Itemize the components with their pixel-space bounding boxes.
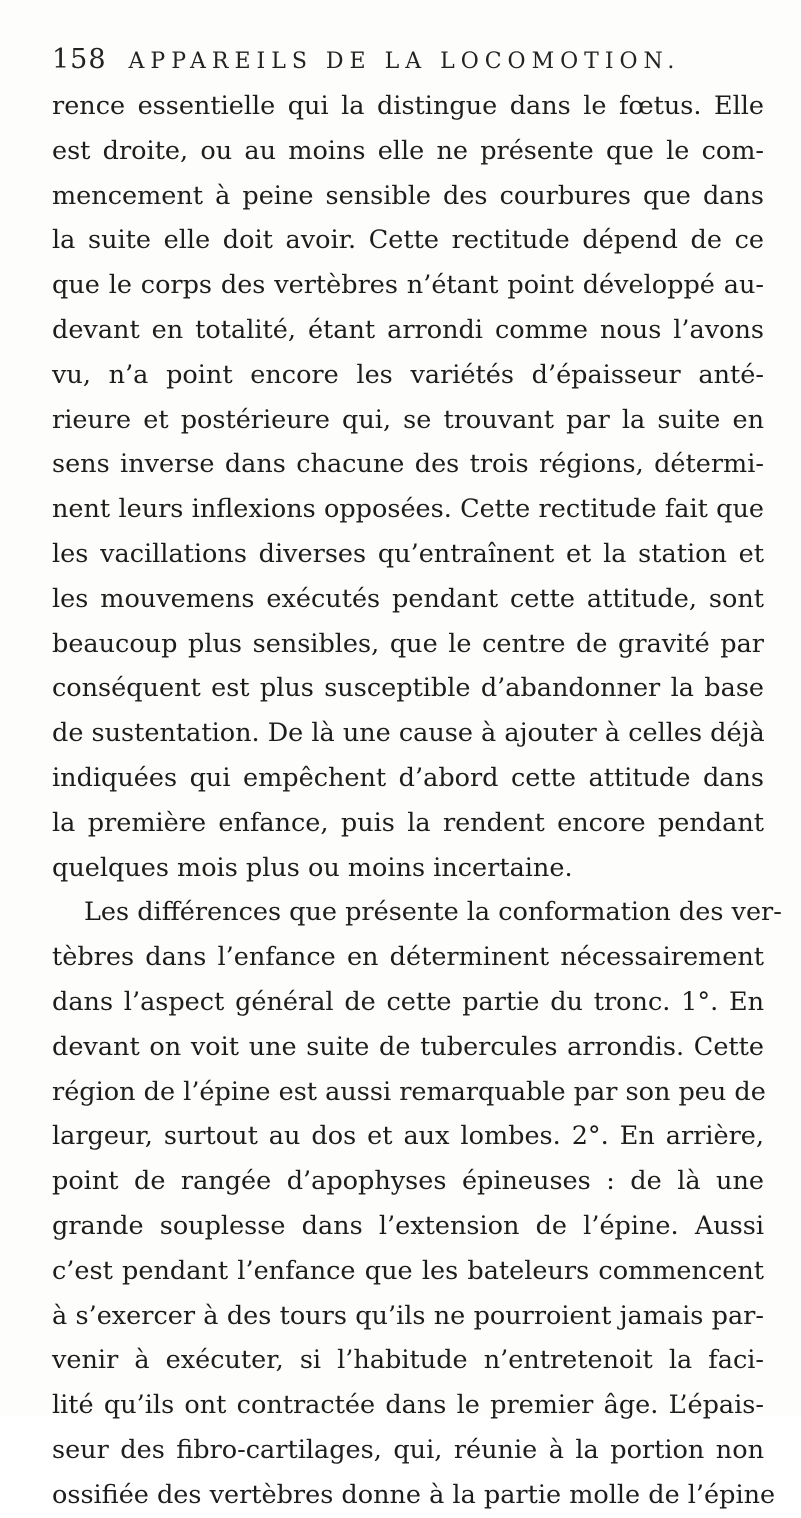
text-line: rence essentielle qui la distingue dans le fœtus. Elle: [52, 91, 764, 121]
text-line: nent leurs inflexions opposées. Cette rectitude fait que: [52, 494, 764, 525]
text-line: vu, n’a point encore les variétés d’épaisseur anté-: [52, 359, 764, 390]
page-number: 158: [52, 44, 107, 75]
text-line: grande souplesse dans l’extension de l’épine. Aussi: [52, 1210, 764, 1241]
body-text: [52, 84, 782, 1518]
text-line: seur des fibro-cartilages, qui, réunie à la portion non: [52, 1434, 764, 1465]
text-line: mencement à peine sensible des courbures que dans: [52, 180, 764, 211]
text-line: conséquent est plus susceptible d’abandonner la base: [52, 673, 764, 704]
text-line: largeur, surtout au dos et aux lombes. 2°. En arrière,: [52, 1121, 764, 1152]
text-line: tèbres dans l’enfance en déterminent nécessairement: [52, 942, 764, 973]
text-line: la première enfance, puis la rendent encore pendant: [52, 807, 764, 838]
text-line: que le corps des vertèbres n’étant point développé au-: [52, 270, 764, 301]
text-line: c’est pendant l’enfance que les bateleurs commencent: [52, 1255, 764, 1286]
text-line: lité qu’ils ont contractée dans le premier âge. L’épais-: [52, 1390, 764, 1421]
text-line: indiquées qui empêchent d’abord cette attitude dans: [52, 762, 764, 793]
running-head: APPAREILS DE LA LOCOMOTION.: [128, 49, 681, 74]
text-line: est droite, ou au moins elle ne présente que le com-: [52, 135, 764, 166]
text-line: à s’exercer à des tours qu’ils ne pourroient jamais par-: [52, 1300, 764, 1331]
text-line: de sustentation. De là une cause à ajouter à celles déjà: [52, 718, 765, 749]
text-line: rieure et postérieure qui, se trouvant par la suite en: [52, 404, 764, 435]
text-line: ossifiée des vertèbres donne à la partie molle de l’épine: [52, 1479, 776, 1510]
text-line: sens inverse dans chacune des trois régions, détermi-: [52, 449, 764, 480]
text-line: région de l’épine est aussi remarquable par son peu de: [52, 1076, 766, 1107]
text-line: dans l’aspect général de cette partie du tronc. 1°. En: [52, 986, 764, 1017]
page-header: [52, 44, 752, 84]
text-line: les vacillations diverses qu’entraînent et la station et: [52, 538, 764, 569]
text-line: devant en totalité, étant arrondi comme nous l’avons: [52, 314, 764, 345]
paragraph-end-line: quelques mois plus ou moins incertaine.: [52, 852, 573, 883]
text-line: venir à exécuter, si l’habitude n’entretenoit la faci-: [52, 1345, 764, 1376]
text-line: point de rangée d’apophyses épineuses : de là une: [52, 1166, 764, 1197]
text-line: les mouvemens exécutés pendant cette attitude, sont: [52, 583, 764, 614]
paragraph-start-line: Les différences que présente la conformation des ver-: [84, 897, 782, 928]
text-line: la suite elle doit avoir. Cette rectitude dépend de ce: [52, 225, 764, 256]
text-line: beaucoup plus sensibles, que le centre de gravité par: [52, 628, 764, 659]
text-line: devant on voit une suite de tubercules arrondis. Cette: [52, 1031, 764, 1062]
